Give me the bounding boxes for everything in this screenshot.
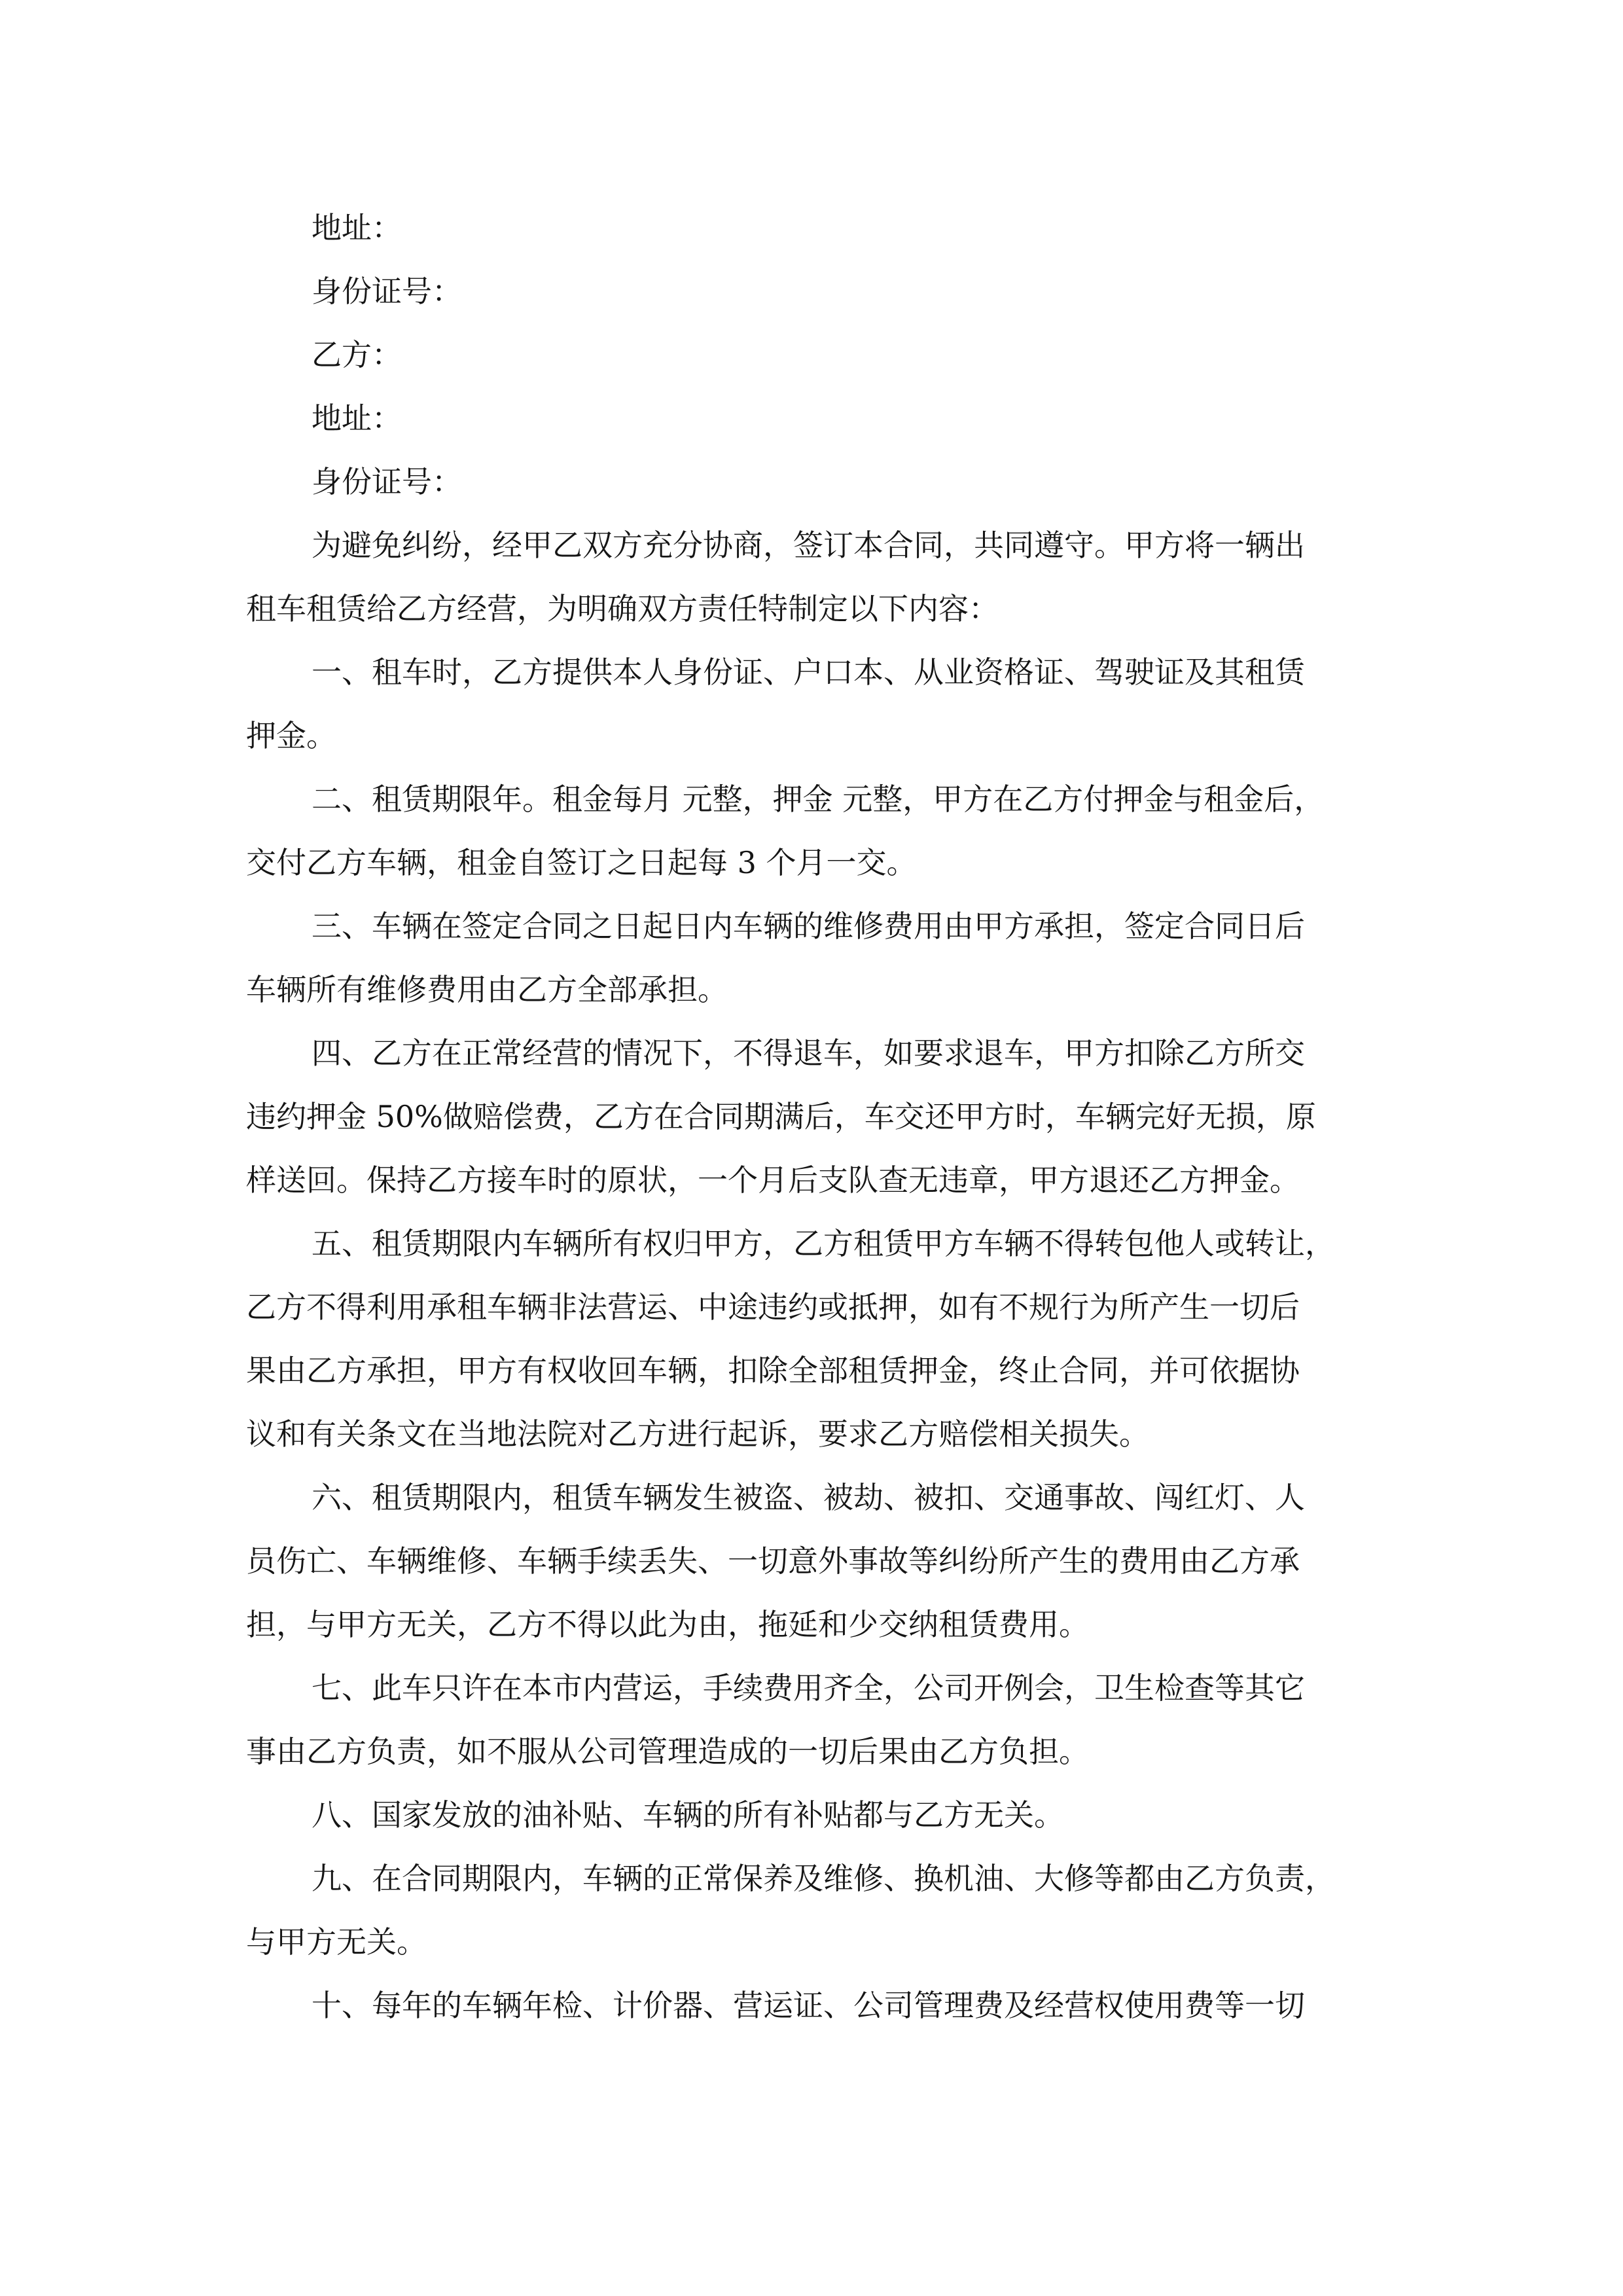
paragraph-line: 五、租赁期限内车辆所有权归甲方，乙方租赁甲方车辆不得转包他人或转让， xyxy=(312,1226,1335,1261)
clause-10 xyxy=(246,1974,1385,2037)
paragraph-line: 议和有关条文在当地法院对乙方进行起诉，要求乙方赔偿相关损失。 xyxy=(246,1416,1149,1452)
id-number-field-label-2: 身份证号： xyxy=(312,464,462,499)
paragraph-line: 六、租赁期限内，租赁车辆发生被盗、被劫、被扣、交通事故、闯红灯、人 xyxy=(312,1480,1305,1515)
paragraph-line: 事由乙方负责，如不服从公司管理造成的一切后果由乙方负担。 xyxy=(246,1734,1089,1769)
paragraph-line: 为避免纠纷，经甲乙双方充分协商，签订本合同，共同遵守。甲方将一辆出 xyxy=(312,528,1305,563)
id-number-field-label-1: 身份证号： xyxy=(312,274,462,309)
clause-6 xyxy=(246,1466,1385,1657)
party-b-label: 乙方： xyxy=(312,337,402,372)
paragraph-line: 样送回。保持乙方接车时的原状，一个月后支队查无违章，甲方退还乙方押金。 xyxy=(246,1162,1300,1198)
paragraph-line: 交付乙方车辆，租金自签订之日起每 3 个月一交。 xyxy=(246,845,917,880)
clause-9 xyxy=(246,1847,1385,1974)
paragraph-line: 违约押金 50%做赔偿费，乙方在合同期满后，车交还甲方时，车辆完好无损，原 xyxy=(246,1099,1316,1134)
paragraph-line: 员伤亡、车辆维修、车辆手续丢失、一切意外事故等纠纷所产生的费用由乙方承 xyxy=(246,1543,1300,1579)
paragraph-line: 与甲方无关。 xyxy=(246,1924,427,1960)
paragraph-line: 八、国家发放的油补贴、车辆的所有补贴都与乙方无关。 xyxy=(312,1797,1064,1833)
paragraph-line: 果由乙方承担，甲方有权收回车辆，扣除全部租赁押金，终止合同，并可依据协 xyxy=(246,1353,1300,1388)
paragraph-line: 三、车辆在签定合同之日起日内车辆的维修费用由甲方承担，签定合同日后 xyxy=(312,908,1305,944)
clause-1 xyxy=(246,641,1385,768)
clause-7 xyxy=(246,1657,1385,1784)
paragraph-line: 一、租车时，乙方提供本人身份证、户口本、从业资格证、驾驶证及其租赁 xyxy=(312,655,1305,690)
paragraph-line: 担，与甲方无关，乙方不得以此为由，拖延和少交纳租赁费用。 xyxy=(246,1607,1089,1642)
address-field-label-1: 地址： xyxy=(312,210,402,245)
clause-5 xyxy=(246,1212,1385,1466)
paragraph-line: 二、租赁期限年。租金每月 元整，押金 元整，甲方在乙方付押金与租金后， xyxy=(312,781,1325,817)
paragraph-line: 乙方不得利用承租车辆非法营运、中途违约或抵押，如有不规行为所产生一切后 xyxy=(246,1289,1300,1325)
clause-4 xyxy=(246,1022,1385,1212)
paragraph-line: 四、乙方在正常经营的情况下，不得退车，如要求退车，甲方扣除乙方所交 xyxy=(312,1035,1305,1071)
clause-2 xyxy=(246,768,1385,895)
preamble-paragraph xyxy=(246,514,1385,641)
paragraph-line: 车辆所有维修费用由乙方全部承担。 xyxy=(246,972,728,1007)
clause-3 xyxy=(246,895,1385,1022)
address-field-label-2: 地址： xyxy=(312,401,402,436)
paragraph-line: 租车租赁给乙方经营，为明确双方责任特制定以下内容： xyxy=(246,591,999,626)
paragraph-line: 十、每年的车辆年检、计价器、营运证、公司管理费及经营权使用费等一切 xyxy=(312,1988,1305,2023)
paragraph-line: 押金。 xyxy=(246,718,336,753)
clause-8 xyxy=(246,1784,1385,1847)
paragraph-line: 七、此车只许在本市内营运，手续费用齐全，公司开例会，卫生检查等其它 xyxy=(312,1670,1305,1706)
paragraph-line: 九、在合同期限内，车辆的正常保养及维修、换机油、大修等都由乙方负责， xyxy=(312,1861,1335,1896)
contract-body xyxy=(246,196,1385,2037)
